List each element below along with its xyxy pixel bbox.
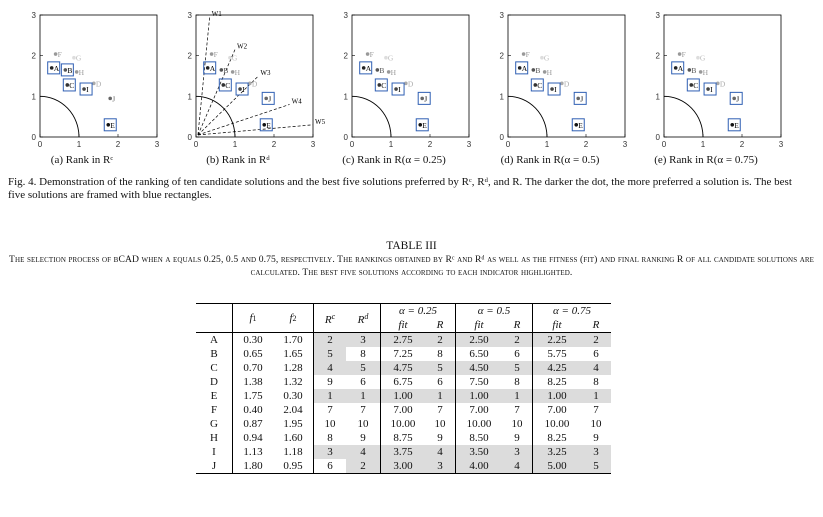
table-cell: 5 (425, 361, 456, 375)
solution-label: E (266, 120, 271, 130)
table-row (196, 347, 611, 361)
table-cell: 8.75 (393, 432, 413, 444)
table-row (196, 445, 611, 459)
solution-label: A (521, 63, 528, 73)
header-f2: f2 (273, 304, 314, 333)
y-tick-label: 0 (655, 133, 660, 142)
solution-label: G (387, 53, 394, 63)
x-tick-label: 2 (271, 140, 277, 149)
header-r-3: R (592, 319, 600, 331)
row-label: I (196, 445, 233, 459)
figure-4 (0, 0, 823, 172)
x-tick-label: 0 (505, 140, 511, 149)
table-cell: 0.95 (273, 459, 314, 474)
table-cell: 3.50 (456, 445, 503, 459)
table-cell: 1.80 (243, 460, 263, 472)
weight-ray (198, 125, 313, 135)
table-cell: 7 (425, 403, 456, 417)
unit-arc (40, 96, 79, 137)
y-tick-label: 1 (31, 92, 36, 102)
solution-label: I (242, 85, 245, 95)
figure-caption: Fig. 4. Demonstration of the ranking of ten candidate solutions and the best five solutions preferred by Rᶜ, Rᵈ, and R. The darker the dot, the more preferred a solution is. The best five solutions are framed with blue rectangles. (8, 176, 792, 201)
table-cell: 8.25 (547, 376, 567, 388)
table-cell: 10 (346, 417, 381, 431)
table-cell: 7 (346, 403, 381, 417)
table-cell: 3.25 (533, 445, 582, 459)
table-cell: 1 (502, 389, 533, 403)
table-caption: The selection process of bCAD when α equals 0.25, 0.5 and 0.75, respectively. The rankings obtained by Rᶜ and Rᵈ as well as the fitness (fit) and final ranking R of all candidate solutions are calculated. The best five solutions according to each indicator highlighted. (8, 254, 814, 278)
weight-label: W3 (260, 69, 271, 77)
table-cell: 10.00 (466, 418, 492, 430)
x-tick-label: 2 (583, 140, 589, 149)
table-cell: 10 (590, 418, 602, 430)
y-tick-label: 2 (343, 51, 348, 61)
panel-caption: (e) Rank in R(α = 0.75) (654, 154, 758, 166)
solution-label: G (231, 53, 238, 63)
table-cell: 1.00 (381, 389, 426, 403)
table-cell: 3.75 (381, 445, 426, 459)
solution-label: F (525, 50, 530, 60)
table-cell: 8 (593, 376, 599, 388)
table-cell: 1.70 (273, 333, 314, 348)
solution-label: B (691, 65, 697, 75)
solution-label: F (57, 50, 62, 60)
table-cell: 1.32 (273, 375, 314, 389)
header-alpha-05: α = 0.5 (456, 304, 533, 319)
table-cell: 9 (502, 431, 533, 445)
x-tick-label: 3 (310, 140, 316, 149)
solution-label: C (69, 80, 75, 90)
weight-label: W2 (237, 42, 248, 51)
weight-ray (198, 104, 290, 134)
unit-arc (352, 96, 391, 137)
solution-label: I (710, 85, 713, 95)
table-cell: 9 (425, 431, 456, 445)
solution-label: I (554, 85, 557, 95)
table-cell: 7 (327, 404, 333, 416)
unit-arc (664, 96, 703, 137)
solution-label: H (702, 67, 709, 77)
table-cell: 2 (314, 333, 347, 348)
weight-label: W4 (291, 97, 302, 106)
table-cell: 7.00 (547, 404, 567, 416)
table-cell: 5 (502, 361, 533, 375)
solution-label: J (112, 94, 116, 104)
y-tick-label: 2 (187, 51, 192, 61)
table-cell: 6 (327, 460, 333, 472)
solution-label: F (681, 50, 686, 60)
table-cell: 2 (425, 333, 456, 348)
table-cell: 1.28 (273, 361, 314, 375)
row-label: G (196, 417, 233, 431)
table-row (196, 333, 611, 348)
y-tick-label: 3 (187, 11, 192, 20)
table-cell: 3.00 (381, 459, 426, 474)
table-cell: 4.50 (456, 361, 503, 375)
solution-label: E (734, 120, 739, 130)
table-cell: 3 (425, 459, 456, 474)
plot-frame (508, 15, 625, 137)
table-cell: 10.00 (390, 418, 416, 430)
table-cell: 0.87 (243, 418, 263, 430)
plot-frame (40, 15, 157, 137)
table-cell: 2.75 (381, 333, 426, 348)
table-cell: 7 (502, 403, 533, 417)
x-tick-label: 1 (232, 140, 238, 149)
panel-caption: (a) Rank in Rᶜ (50, 154, 114, 166)
solution-label: F (369, 50, 374, 60)
header-rc: $R^c$ (324, 311, 336, 326)
solution-label: A (53, 63, 60, 73)
solution-label: E (578, 120, 583, 130)
solution-label: D (563, 79, 570, 89)
panel-caption: (c) Rank in R(α = 0.25) (342, 154, 446, 166)
table-cell: 8 (425, 347, 456, 361)
x-tick-label: 3 (466, 140, 472, 149)
solution-label: C (225, 80, 231, 90)
table-cell: 0.70 (243, 362, 263, 374)
table-cell: 0.65 (243, 348, 263, 360)
table-title: TABLE III (386, 240, 437, 252)
row-label: D (196, 375, 233, 389)
table-cell: 1.18 (273, 445, 314, 459)
x-tick-label: 1 (700, 140, 706, 149)
table-cell: 0.40 (243, 404, 263, 416)
solution-label: E (110, 120, 115, 130)
table-cell: 9 (346, 431, 381, 445)
solution-label: G (75, 53, 82, 63)
solution-label: D (251, 79, 258, 89)
weight-label: W1 (211, 10, 222, 19)
table-cell: 7.00 (469, 404, 489, 416)
header-r-2: R (502, 318, 533, 333)
x-tick-label: 3 (622, 140, 628, 149)
table-cell: 10 (502, 417, 533, 431)
selection-table (196, 303, 611, 474)
table-cell: 7.00 (393, 404, 413, 416)
y-tick-label: 0 (343, 133, 348, 142)
solution-label: B (379, 65, 385, 75)
panel-caption: (b) Rank in Rᵈ (206, 154, 270, 166)
table-cell: 2.25 (533, 333, 582, 348)
table-cell: 6 (593, 348, 599, 360)
table-cell: 6 (502, 347, 533, 361)
table-cell: 2 (581, 333, 611, 348)
table-container (196, 303, 611, 474)
table-row (196, 431, 611, 445)
table-cell: 1.13 (243, 446, 263, 458)
table-cell: 2.04 (273, 403, 314, 417)
solution-label: J (736, 94, 740, 104)
solution-label: F (213, 50, 218, 60)
table-cell: 1.38 (243, 376, 263, 388)
y-tick-label: 1 (343, 92, 348, 102)
y-tick-label: 2 (499, 51, 504, 61)
x-tick-label: 0 (349, 140, 355, 149)
solution-label: H (78, 67, 85, 77)
x-tick-label: 1 (388, 140, 394, 149)
figure-panel (2, 2, 162, 170)
scatter-plot (626, 2, 786, 152)
solution-label: I (398, 85, 401, 95)
table-cell: 8 (327, 432, 333, 444)
y-tick-label: 3 (499, 11, 504, 20)
plot-frame (352, 15, 469, 137)
solution-label: A (209, 63, 216, 73)
y-tick-label: 1 (655, 92, 660, 102)
x-tick-label: 1 (544, 140, 550, 149)
y-tick-label: 0 (187, 133, 192, 142)
table-cell: 5 (346, 361, 381, 375)
scatter-plot (314, 2, 474, 152)
y-tick-label: 0 (31, 133, 36, 142)
table-cell: 5 (581, 459, 611, 474)
table-cell: 6 (425, 375, 456, 389)
y-tick-label: 3 (31, 11, 36, 20)
x-tick-label: 2 (115, 140, 121, 149)
row-label: F (196, 403, 233, 417)
plot-frame (196, 15, 313, 137)
table-cell: 0.94 (243, 432, 263, 444)
header-r-1: R (425, 318, 456, 333)
table-row (196, 459, 611, 474)
table-cell: 2 (502, 333, 533, 348)
table-cell: 3 (581, 445, 611, 459)
table-cell: 3 (502, 445, 533, 459)
solution-label: C (381, 80, 387, 90)
x-tick-label: 0 (37, 140, 43, 149)
row-label: H (196, 431, 233, 445)
table-cell: 8.25 (547, 432, 567, 444)
solution-label: H (390, 67, 397, 77)
solution-label: J (268, 94, 272, 104)
table-row (196, 403, 611, 417)
solution-label: D (95, 79, 102, 89)
row-label: E (196, 389, 233, 403)
figure-panel (470, 2, 630, 170)
figure-panel (626, 2, 786, 170)
solution-label: E (422, 120, 427, 130)
row-label: A (196, 333, 233, 348)
header-fit-3: fit (552, 319, 562, 331)
table-body (196, 333, 611, 474)
solution-label: B (67, 65, 73, 75)
y-tick-label: 2 (655, 51, 660, 61)
table-cell: 7 (593, 404, 599, 416)
solution-label: B (223, 65, 229, 75)
table-cell: 1.75 (243, 390, 263, 402)
weight-label: W5 (315, 117, 326, 126)
y-tick-label: 1 (187, 92, 192, 102)
solution-label: I (86, 85, 89, 95)
scatter-plot (2, 2, 162, 152)
solution-label: J (580, 94, 584, 104)
solution-label: C (693, 80, 699, 90)
table-cell: 1 (314, 389, 347, 403)
table-cell: 1 (425, 389, 456, 403)
solution-label: B (535, 65, 541, 75)
table-cell: 4.75 (381, 361, 426, 375)
table-row (196, 361, 611, 375)
header-fit-2: fit (474, 319, 484, 331)
row-label: J (196, 459, 233, 474)
table-row (196, 417, 611, 431)
solution-label: D (719, 79, 726, 89)
x-tick-label: 3 (154, 140, 160, 149)
table-row (196, 389, 611, 403)
table-cell: 10 (324, 418, 336, 430)
y-tick-label: 1 (499, 92, 504, 102)
solution-label: H (234, 67, 241, 77)
table-cell: 1 (581, 389, 611, 403)
table-cell: 6.50 (469, 348, 489, 360)
table-cell: 1.95 (273, 417, 314, 431)
table-cell: 4 (346, 445, 381, 459)
y-tick-label: 3 (343, 11, 348, 20)
scatter-plot (158, 2, 326, 152)
solution-label: G (699, 53, 706, 63)
table-cell: 5 (314, 347, 347, 361)
table-cell: 3 (346, 333, 381, 348)
table-cell: 3 (314, 445, 347, 459)
panel-caption: (d) Rank in R(α = 0.5) (500, 154, 600, 166)
solution-label: A (677, 63, 684, 73)
table-row (196, 375, 611, 389)
header-f1: f1 (249, 311, 257, 324)
header-alpha-025: α = 0.25 (381, 304, 456, 319)
y-tick-label: 3 (655, 11, 660, 20)
solution-label: J (424, 94, 428, 104)
x-tick-label: 3 (778, 140, 784, 149)
table-cell: 10 (425, 417, 456, 431)
table-cell: 4.25 (533, 361, 582, 375)
table-cell: 1.60 (273, 431, 314, 445)
table-cell: 9 (593, 432, 599, 444)
table-cell: 6 (346, 375, 381, 389)
figure-panel (158, 2, 326, 170)
table-cell: 8 (502, 375, 533, 389)
table-cell: 7.25 (393, 348, 413, 360)
figure-panel (314, 2, 474, 170)
solution-label: C (537, 80, 543, 90)
table-cell: 2 (346, 459, 381, 474)
table-cell: 1.00 (533, 389, 582, 403)
row-label: C (196, 361, 233, 375)
weight-ray (198, 17, 210, 135)
table-cell: 8.50 (469, 432, 489, 444)
plot-frame (664, 15, 781, 137)
corner-cell (196, 304, 233, 333)
header-alpha-075: α = 0.75 (553, 305, 591, 317)
scatter-plot (470, 2, 630, 152)
row-label: B (196, 347, 233, 361)
table-cell: 0.30 (243, 334, 263, 346)
x-tick-label: 2 (427, 140, 433, 149)
solution-label: H (546, 67, 553, 77)
table-cell: 10.00 (544, 418, 570, 430)
table-cell: 1.65 (273, 347, 314, 361)
table-cell: 4.00 (456, 459, 503, 474)
table-cell: 0.30 (273, 389, 314, 403)
y-tick-label: 0 (499, 133, 504, 142)
solution-label: D (407, 79, 414, 89)
table-cell: 8 (346, 347, 381, 361)
solution-label: A (365, 63, 372, 73)
table-cell: 1 (346, 389, 381, 403)
header-fit-1: fit (398, 319, 408, 331)
table-cell: 5.00 (533, 459, 582, 474)
table-cell: 7.50 (469, 376, 489, 388)
unit-arc (508, 96, 547, 137)
table-cell: 4 (314, 361, 347, 375)
header-rd: $R^d$ (346, 304, 381, 333)
table-cell: 6.75 (393, 376, 413, 388)
table-cell: 9 (327, 376, 333, 388)
table-cell: 2.50 (456, 333, 503, 348)
x-tick-label: 0 (661, 140, 667, 149)
y-tick-label: 2 (31, 51, 36, 61)
table-cell: 1.00 (456, 389, 503, 403)
table-cell: 5.75 (547, 348, 567, 360)
table-cell: 4 (502, 459, 533, 474)
x-tick-label: 0 (193, 140, 199, 149)
table-cell: 4 (425, 445, 456, 459)
table-cell: 4 (581, 361, 611, 375)
x-tick-label: 1 (76, 140, 82, 149)
solution-label: G (543, 53, 550, 63)
x-tick-label: 2 (739, 140, 745, 149)
